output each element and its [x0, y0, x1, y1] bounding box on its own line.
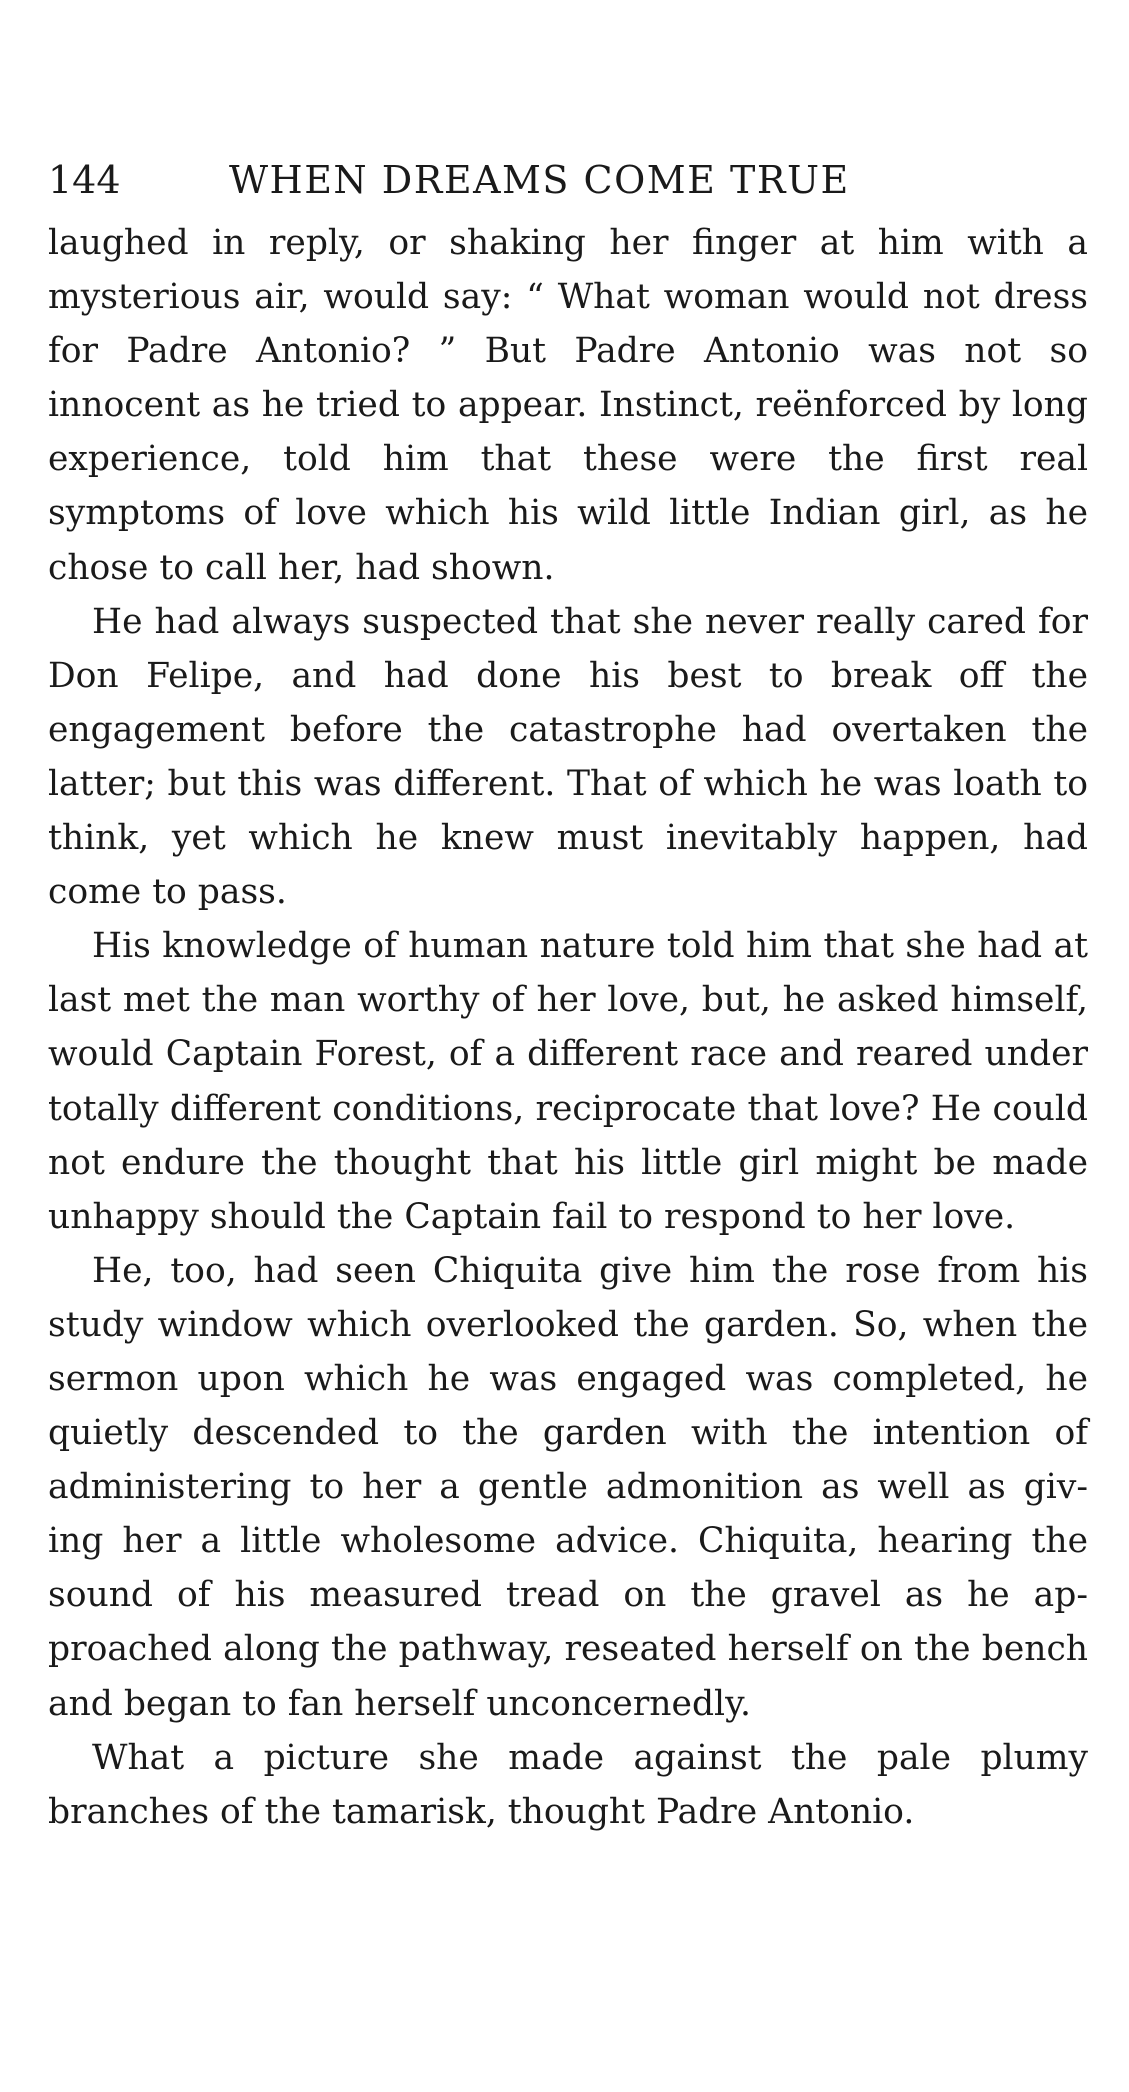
body-text [48, 216, 1088, 1839]
paragraph-continued: laughed in reply, or shaking her finger at him with a mysterious air, would say: “ What woman would not dress for Padre Antonio? ” But Padre Antonio was not so innocent as he tried to appear. Instinct, reënforced by long experience, told him that these were the first real symptoms of love which his wild little Indian girl, as he chose to call her, had shown. [48, 223, 1088, 588]
paragraph: What a picture she made against the pale plumy branches of the tamarisk, thought Padre Antonio. [48, 1737, 1088, 1832]
page-number: 144 [48, 158, 121, 202]
book-title: WHEN DREAMS COME TRUE [229, 158, 850, 202]
paragraph: His knowledge of human nature told him that she had at last met the man worthy of her love, but, he asked himself, would Captain Forest, of a different race and reared under totally different conditions, reciprocate that love? He could not endure the thought that his little girl might be made unhappy should the Captain fail to respond to her love. [48, 926, 1088, 1237]
book-page [48, 150, 1088, 1839]
running-head [48, 150, 1088, 210]
paragraph: He had always suspected that she never really cared for Don Felipe, and had done his best to break off the engagement before the catastrophe had overtaken the latter; but this was different. That of which he was loath to think, yet which he knew must inevitably happen, had come to pass. [48, 601, 1088, 913]
paragraph: He, too, had seen Chiquita give him the rose from his study window which overlooked the garden. So, when the sermon upon which he was engaged was completed, he quietly descended to the garden with the intention of administering to her a gentle admonition as well as giv- ing her a little wholesome advice. Chiquita, hearing the sound of his measured tread on the gravel as he ap- proached along the pathway, reseated herself on the bench and began to fan herself unconcernedly. [48, 1250, 1088, 1724]
